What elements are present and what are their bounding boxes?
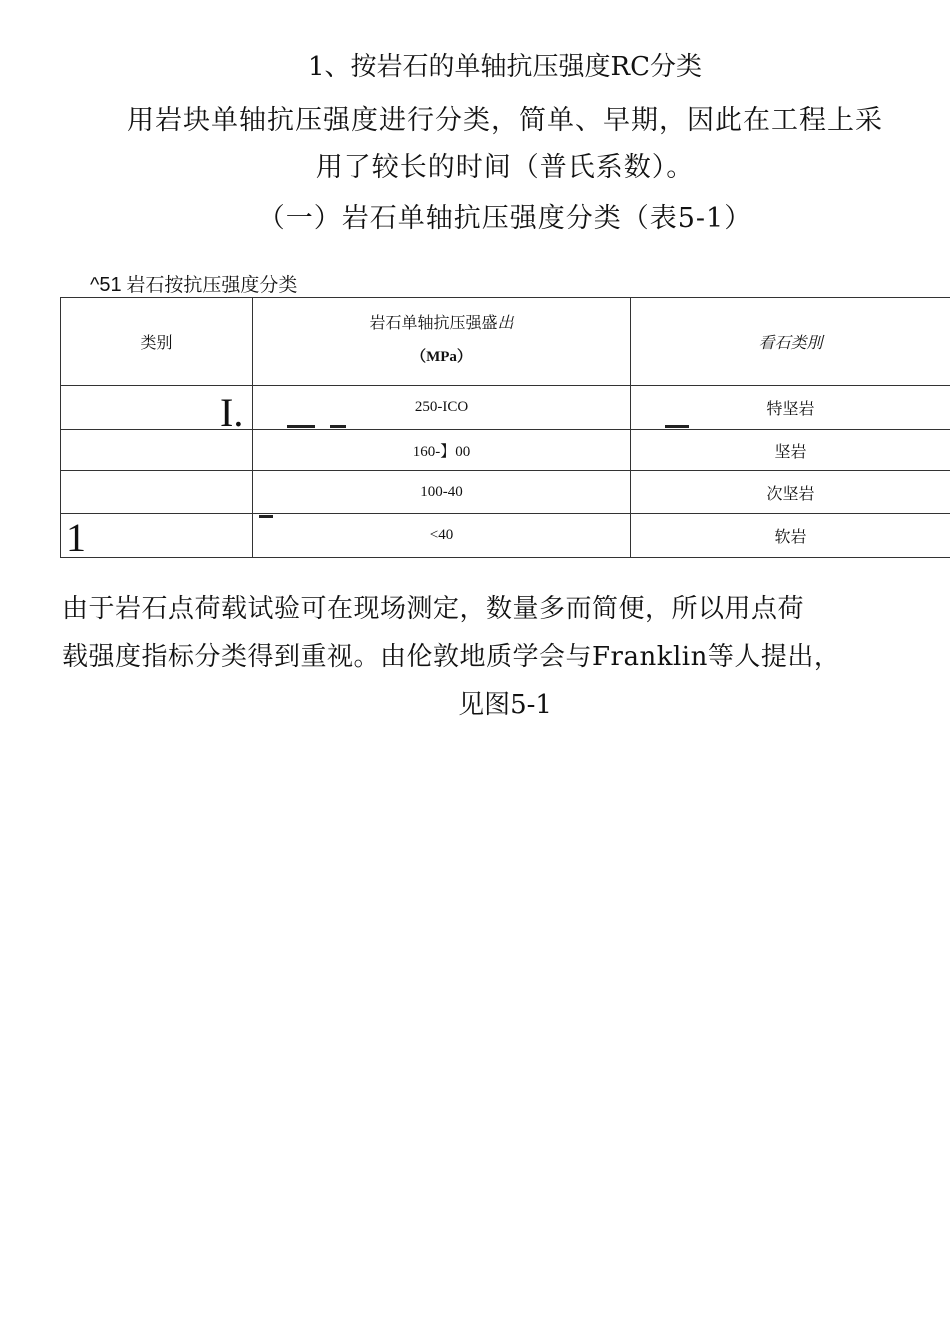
intro-line-1: 用岩块单轴抗压强度进行分类，简单、早期，因此在工程上采 (127, 105, 883, 136)
table-row (61, 514, 950, 558)
header-category: 类别 (61, 298, 253, 386)
row-marker-one: 1 (66, 515, 86, 560)
body-line-3: 见图5-1 (458, 690, 552, 720)
cell-rock-class: 特坚岩 (631, 386, 950, 430)
cell-category (61, 514, 253, 558)
header-strength-italic: 出 (497, 312, 514, 332)
cell-range: 250-ICO (253, 386, 631, 430)
scan-speck (330, 425, 346, 428)
cell-category (61, 430, 253, 471)
table-caption-number: ^51 (90, 274, 122, 296)
body-line-2: 载强度指标分类得到重视。由伦敦地质学会与Franklin等人提出， (62, 642, 841, 672)
table-row (61, 471, 950, 514)
scan-speck (665, 425, 689, 428)
table-subheading: （一）岩石单轴抗压强度分类（表5-1） (257, 203, 753, 234)
cell-rock-class: 软岩 (631, 514, 950, 558)
table-header-row (61, 298, 950, 386)
strength-classification-table (60, 297, 950, 558)
table-caption-text: 岩石按抗压强度分类 (126, 275, 298, 296)
header-rock-class: 看石类刖 (631, 298, 950, 386)
intro-line-2: 用了较长的时间（普氏系数）。 (315, 152, 695, 183)
scan-speck (287, 425, 315, 428)
header-strength-unit: （MPa） (411, 348, 472, 365)
cell-rock-class: 坚岩 (631, 430, 950, 471)
section-heading: 1、按岩石的单轴抗压强度RC分类 (307, 52, 702, 82)
cell-range: <40 (253, 514, 631, 558)
header-strength (253, 298, 631, 386)
body-line-1: 由于岩石点荷载试验可在现场测定，数量多而简便，所以用点荷 (62, 594, 805, 624)
header-strength-text: 岩石单轴抗压强盛 (369, 312, 498, 332)
row-marker-roman: I. (220, 390, 244, 435)
scan-speck (259, 515, 273, 518)
cell-range: 160-】00 (253, 430, 631, 471)
cell-range: 100-40 (253, 471, 631, 514)
table-row (61, 386, 950, 430)
cell-category (61, 471, 253, 514)
table-caption (90, 270, 297, 297)
table-row (61, 430, 950, 471)
cell-rock-class: 次坚岩 (631, 471, 950, 514)
